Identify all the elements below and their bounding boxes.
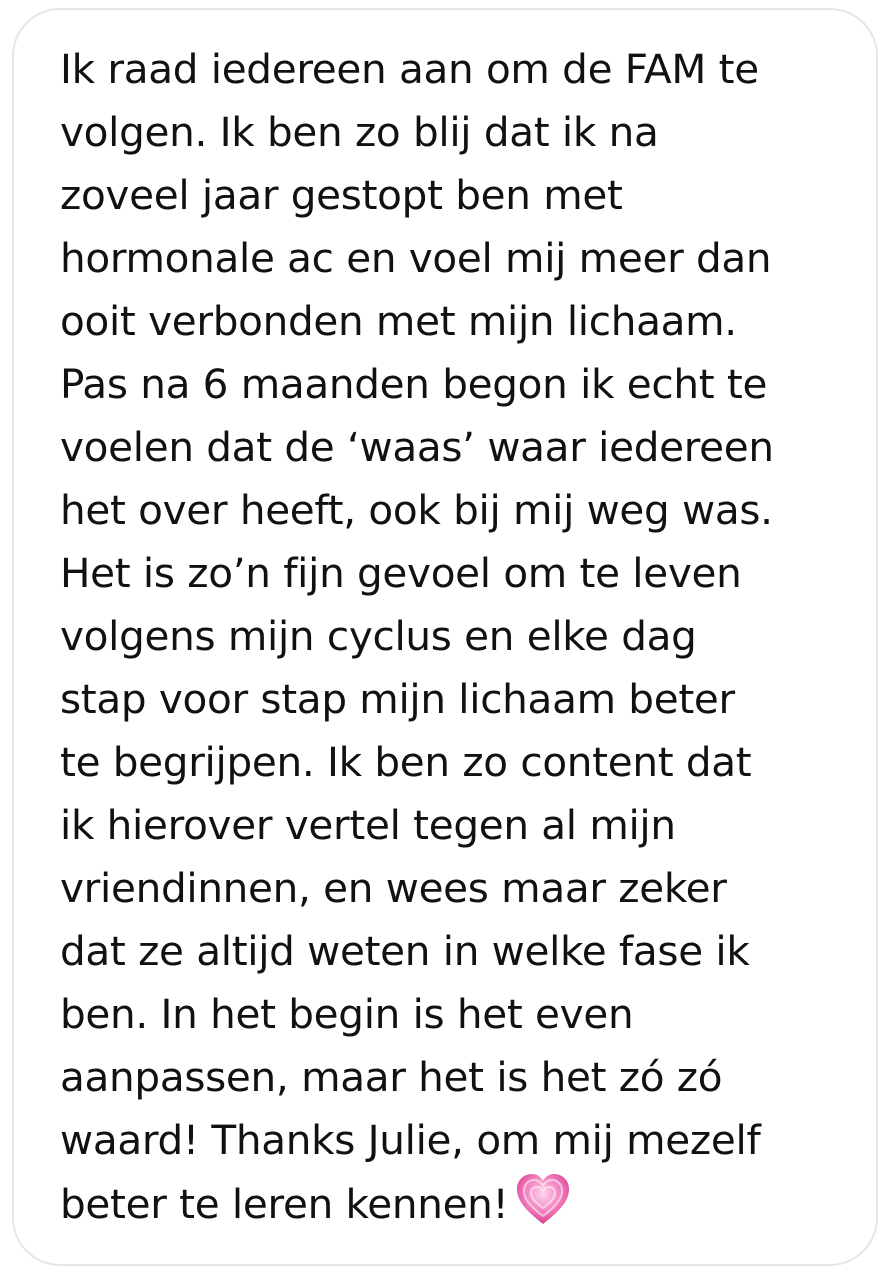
message-line-11: stap voor stap mijn lichaam beter [60,675,735,723]
message-line-15: dat ze altijd weten in welke fase ik [60,927,750,975]
message-line-12: te begrijpen. Ik ben zo content dat [60,738,752,786]
growing-heart-icon [515,1172,571,1228]
message-line-8: het over heeft, ook bij mij weg was. [60,486,773,534]
message-line-16: ben. In het begin is het even [60,990,634,1038]
message-line-9: Het is zo’n fijn gevoel om te leven [60,549,742,597]
message-line-7: voelen dat de ‘waas’ waar iedereen [60,423,774,471]
message-line-19-text: beter te leren kennen! [60,1180,509,1228]
message-text [60,38,860,1236]
message-line-19 [60,1172,860,1236]
message-line-5: ooit verbonden met mijn lichaam. [60,297,737,345]
message-line-1: Ik raad iedereen aan om de FAM te [60,45,759,93]
message-line-18: waard! Thanks Julie, om mij mezelf [60,1116,761,1164]
message-line-2: volgen. Ik ben zo blij dat ik na [60,108,659,156]
message-line-6: Pas na 6 maanden begon ik echt te [60,360,768,408]
message-line-4: hormonale ac en voel mij meer dan [60,234,772,282]
message-line-3: zoveel jaar gestopt ben met [60,171,623,219]
message-line-10: volgens mijn cyclus en elke dag [60,612,697,660]
message-line-14: vriendinnen, en wees maar zeker [60,864,727,912]
message-line-13: ik hierover vertel tegen al mijn [60,801,676,849]
message-line-17: aanpassen, maar het is het zó zó [60,1053,723,1101]
